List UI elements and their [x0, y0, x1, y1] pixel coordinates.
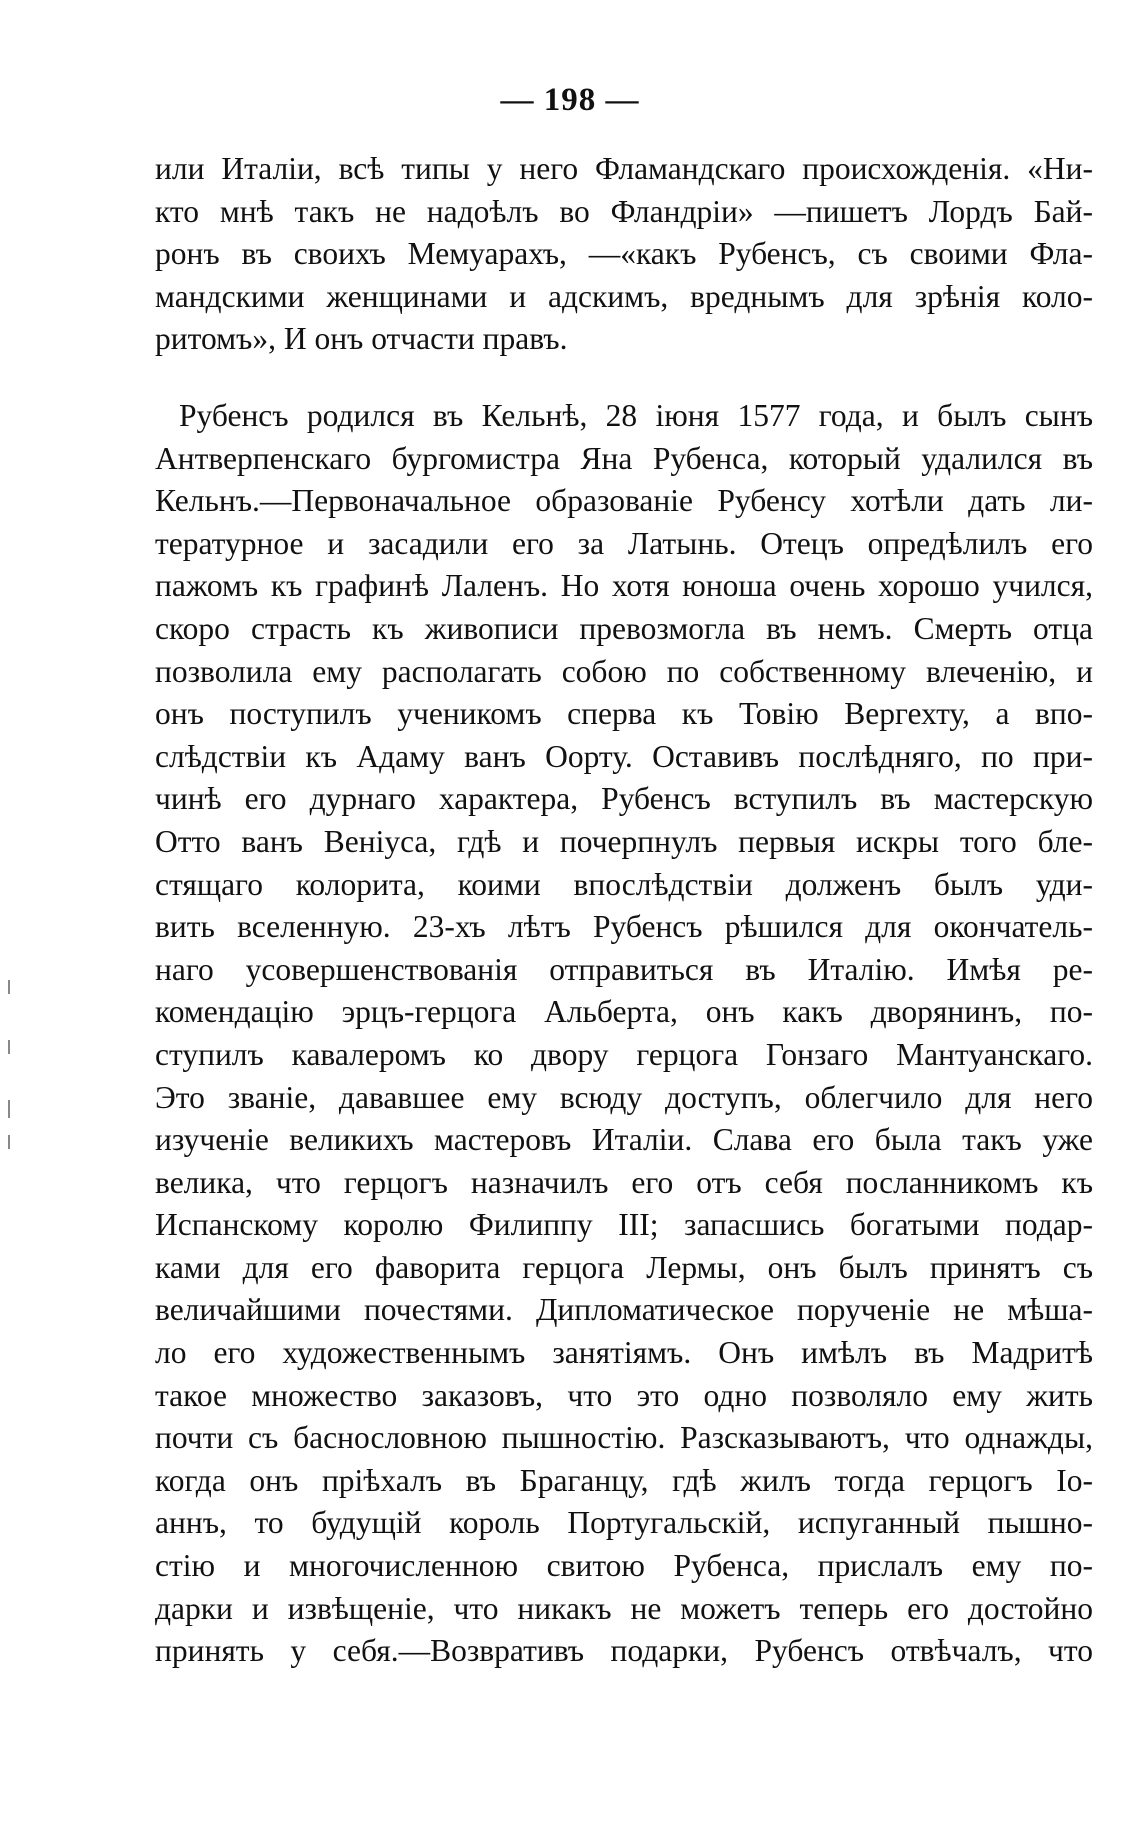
scan-margin-mark [8, 1040, 10, 1054]
text-line: мандскими женщинами и адскимъ, вреднымъ для зрѣнія коло- [155, 278, 1093, 314]
text-line: пажомъ къ графинѣ Лаленъ. Но хотя юноша очень хорошо учился, [155, 568, 1093, 604]
text-line: ступилъ кавалеромъ ко двору герцога Гонзаго Мантуанскаго. [155, 1036, 1093, 1072]
text-line: Антверпенскаго бургомистра Яна Рубенса, который удалился въ [155, 440, 1093, 476]
text-line: велика, что герцогъ назначилъ его отъ себя посланникомъ къ [155, 1164, 1093, 1200]
text-line: ритомъ», И онъ отчасти правъ. [155, 321, 568, 357]
text-line: слѣдствіи къ Адаму ванъ Оорту. Оставивъ послѣдняго, по при- [155, 738, 1093, 774]
text-line: аннъ, то будущій король Португальскій, испуганный пышно- [155, 1505, 1093, 1541]
text-line: ло его художественнымъ занятіямъ. Онъ имѣлъ въ Мадритѣ [155, 1335, 1093, 1371]
text-line: стію и многочисленною свитою Рубенса, прислалъ ему по- [155, 1548, 1093, 1584]
page-number: — 198 — [500, 82, 640, 118]
text-line: или Италіи, всѣ типы у него Фламандскаго происхожденія. «Ни- [155, 151, 1093, 186]
text-line: Это званіе, дававшее ему всюду доступъ, облегчило для него [155, 1079, 1093, 1115]
text-line: Отто ванъ Веніуса, гдѣ и почерпнулъ первыя искры того бле- [155, 823, 1093, 859]
text-line: Испанскому королю Филиппу III; запасшись богатыми подар- [155, 1207, 1093, 1243]
scan-margin-mark [8, 1100, 10, 1118]
text-line: комендацію эрцъ-герцога Альберта, онъ какъ дворянинъ, по- [155, 994, 1093, 1030]
text-line: онъ поступилъ ученикомъ сперва къ Товію Вергехту, а впо- [155, 696, 1093, 732]
text-line: такое множество заказовъ, что это одно позволяло ему жить [155, 1377, 1093, 1413]
text-line: изученіе великихъ мастеровъ Италіи. Слава его была такъ уже [155, 1122, 1093, 1158]
text-line: наго усовершенствованія отправиться въ Италію. Имѣя ре- [155, 951, 1093, 987]
text-line: чинѣ его дурнаго характера, Рубенсъ вступилъ въ мастерскую [155, 781, 1093, 817]
text-line: когда онъ пріѣхалъ въ Браганцу, гдѣ жилъ тогда герцогъ Іо- [155, 1462, 1093, 1498]
paragraph-1 [155, 148, 1093, 361]
text-line: Рубенсъ родился въ Кельнѣ, 28 іюня 1577 года, и былъ сынъ [179, 398, 1093, 433]
text-line: ронъ въ своихъ Мемуарахъ, —«какъ Рубенсъ, съ своими Фла- [155, 236, 1093, 272]
paragraph-2 [155, 395, 1093, 1673]
scan-margin-mark [8, 980, 10, 994]
text-line: почти съ баснословною пышностію. Разсказываютъ, что однажды, [155, 1420, 1093, 1456]
text-line: вить вселенную. 23-хъ лѣтъ Рубенсъ рѣшился для окончатель- [155, 909, 1093, 945]
text-line: величайшими почестями. Дипломатическое порученіе не мѣша- [155, 1292, 1093, 1328]
text-line: тературное и засадили его за Латынь. Отецъ опредѣлилъ его [155, 525, 1093, 561]
text-line: принять у себя.—Возвративъ подарки, Рубенсъ отвѣчалъ, что [155, 1633, 1093, 1669]
text-line: дарки и извѣщеніе, что никакъ не можетъ теперь его достойно [155, 1590, 1093, 1626]
text-line: стящаго колорита, коими впослѣдствіи долженъ былъ уди- [155, 866, 1093, 902]
text-line: ками для его фаворита герцога Лермы, онъ былъ принятъ съ [155, 1249, 1093, 1285]
text-line: позволила ему располагать собою по собственному влеченію, и [155, 653, 1093, 689]
text-line: скоро страсть къ живописи превозмогла въ немъ. Смерть отца [155, 610, 1093, 646]
scan-margin-mark [8, 1135, 10, 1149]
text-line: Кельнъ.—Первоначальное образованіе Рубенсу хотѣли дать ли- [155, 483, 1093, 519]
text-line: кто мнѣ такъ не надоѣлъ во Фландріи» —пишетъ Лордъ Бай- [155, 193, 1093, 229]
